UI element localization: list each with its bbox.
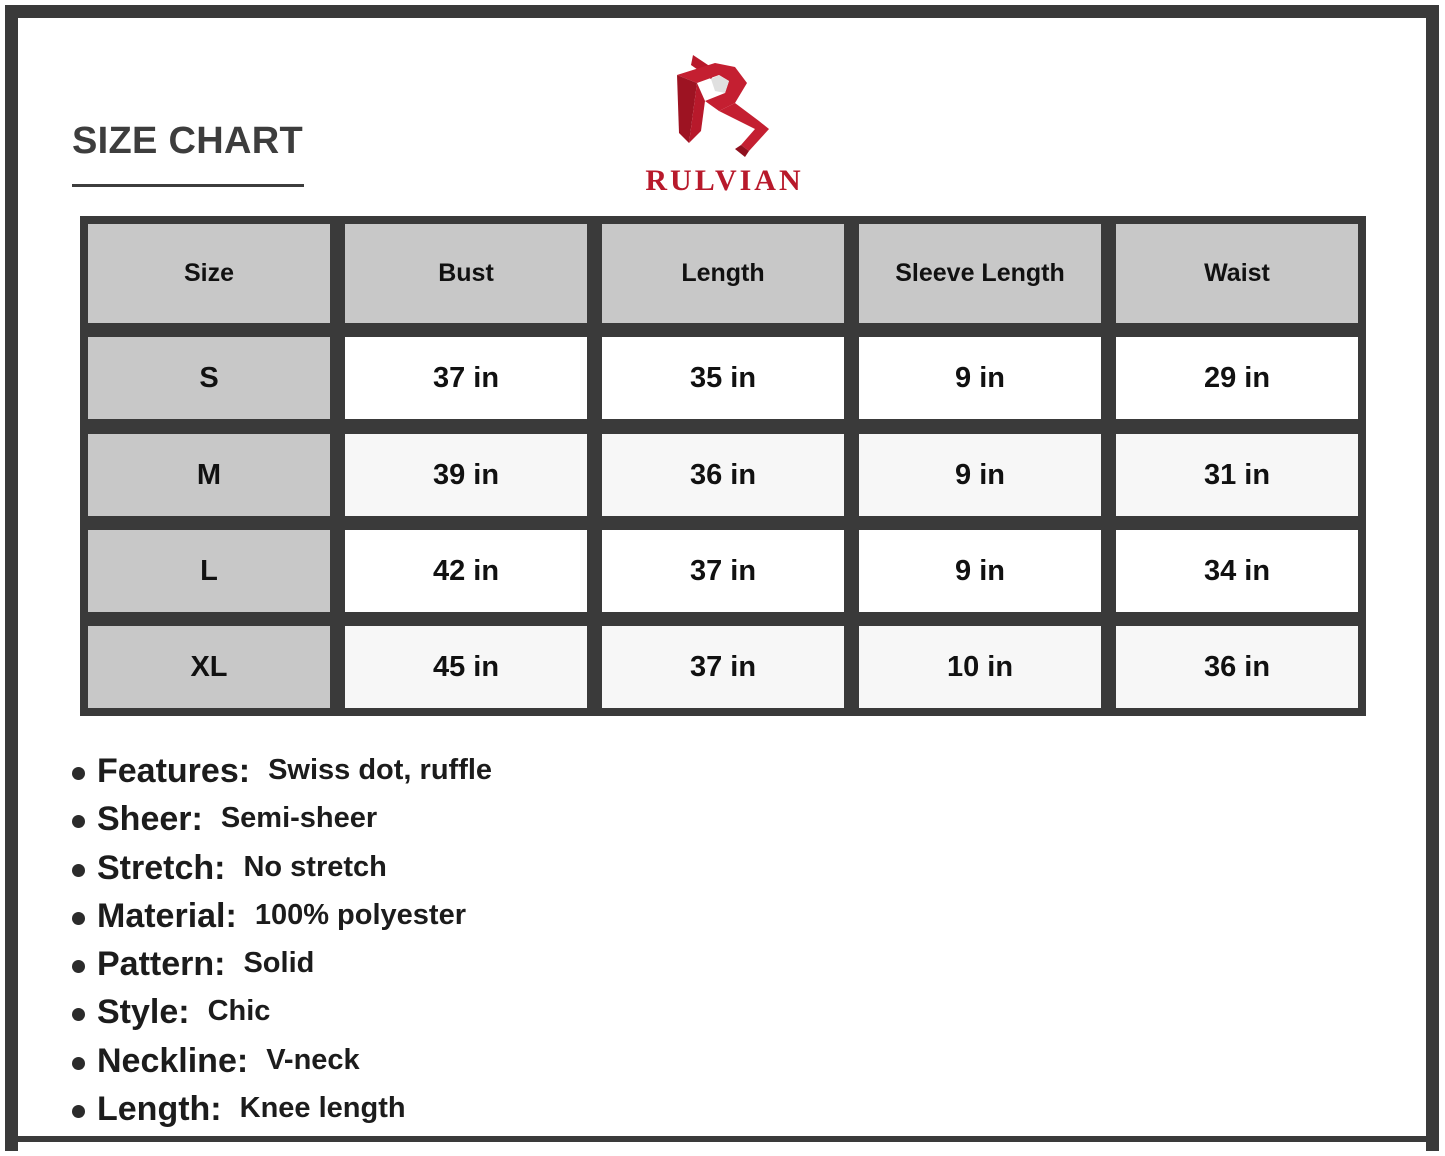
feature-value: Semi-sheer <box>220 802 378 835</box>
size-cell-s: S <box>88 337 330 419</box>
feature-item-style <box>70 993 492 1041</box>
length-cell-l: 37 in <box>602 530 844 612</box>
waist-cell-xl: 36 in <box>1116 626 1358 708</box>
feature-item-pattern <box>70 945 492 993</box>
size-cell-xl: XL <box>88 626 330 708</box>
header-waist: Waist <box>1116 224 1358 323</box>
feature-item-neckline <box>70 1042 492 1090</box>
sleeve-cell-xl: 10 in <box>859 626 1101 708</box>
title-underline <box>72 184 304 187</box>
feature-label: Style: <box>97 993 190 1032</box>
size-cell-l: L <box>88 530 330 612</box>
size-cell-m: M <box>88 434 330 516</box>
feature-label: Neckline: <box>97 1041 249 1080</box>
feature-value: Chic <box>207 995 271 1028</box>
bust-cell-l: 42 in <box>345 530 587 612</box>
header-bust: Bust <box>345 224 587 323</box>
header-length: Length <box>602 224 844 323</box>
page-title: SIZE CHART <box>72 120 303 162</box>
length-cell-m: 36 in <box>602 434 844 516</box>
bullet-icon <box>72 767 85 780</box>
bust-cell-s: 37 in <box>345 337 587 419</box>
bullet-icon <box>72 1008 85 1021</box>
brand-logo <box>627 50 822 200</box>
header-size: Size <box>88 224 330 323</box>
sleeve-cell-s: 9 in <box>859 337 1101 419</box>
feature-item-sheer <box>70 800 492 848</box>
sleeve-cell-m: 9 in <box>859 434 1101 516</box>
length-cell-xl: 37 in <box>602 626 844 708</box>
r-monogram-icon <box>675 53 773 161</box>
feature-value: V-neck <box>266 1043 360 1076</box>
waist-cell-s: 29 in <box>1116 337 1358 419</box>
feature-item-features <box>70 752 492 800</box>
size-table <box>80 216 1366 716</box>
bullet-icon <box>72 960 85 973</box>
feature-value: No stretch <box>243 850 387 883</box>
bust-cell-xl: 45 in <box>345 626 587 708</box>
brand-wordmark: RULVIAN <box>645 164 804 197</box>
feature-item-stretch <box>70 849 492 897</box>
bullet-icon <box>72 815 85 828</box>
feature-item-length <box>70 1090 492 1138</box>
feature-label: Pattern: <box>97 945 226 984</box>
feature-label: Features: <box>97 752 251 790</box>
waist-cell-m: 31 in <box>1116 434 1358 516</box>
bullet-icon <box>72 1057 85 1070</box>
feature-value: Knee length <box>239 1092 406 1125</box>
feature-label: Stretch: <box>97 848 226 887</box>
feature-label: Length: <box>97 1090 222 1129</box>
feature-label: Sheer: <box>97 800 203 839</box>
bullet-icon <box>72 1105 85 1118</box>
waist-cell-l: 34 in <box>1116 530 1358 612</box>
bullet-icon <box>72 912 85 925</box>
length-cell-s: 35 in <box>602 337 844 419</box>
feature-list <box>70 752 492 1138</box>
bullet-icon <box>72 864 85 877</box>
header-sleeve-length: Sleeve Length <box>859 224 1101 323</box>
feature-item-material <box>70 897 492 945</box>
feature-value: Solid <box>243 947 315 980</box>
feature-label: Material: <box>97 896 237 935</box>
sleeve-cell-l: 9 in <box>859 530 1101 612</box>
bust-cell-m: 39 in <box>345 434 587 516</box>
feature-value: 100% polyester <box>254 898 466 931</box>
feature-value: Swiss dot, ruffle <box>268 754 493 786</box>
